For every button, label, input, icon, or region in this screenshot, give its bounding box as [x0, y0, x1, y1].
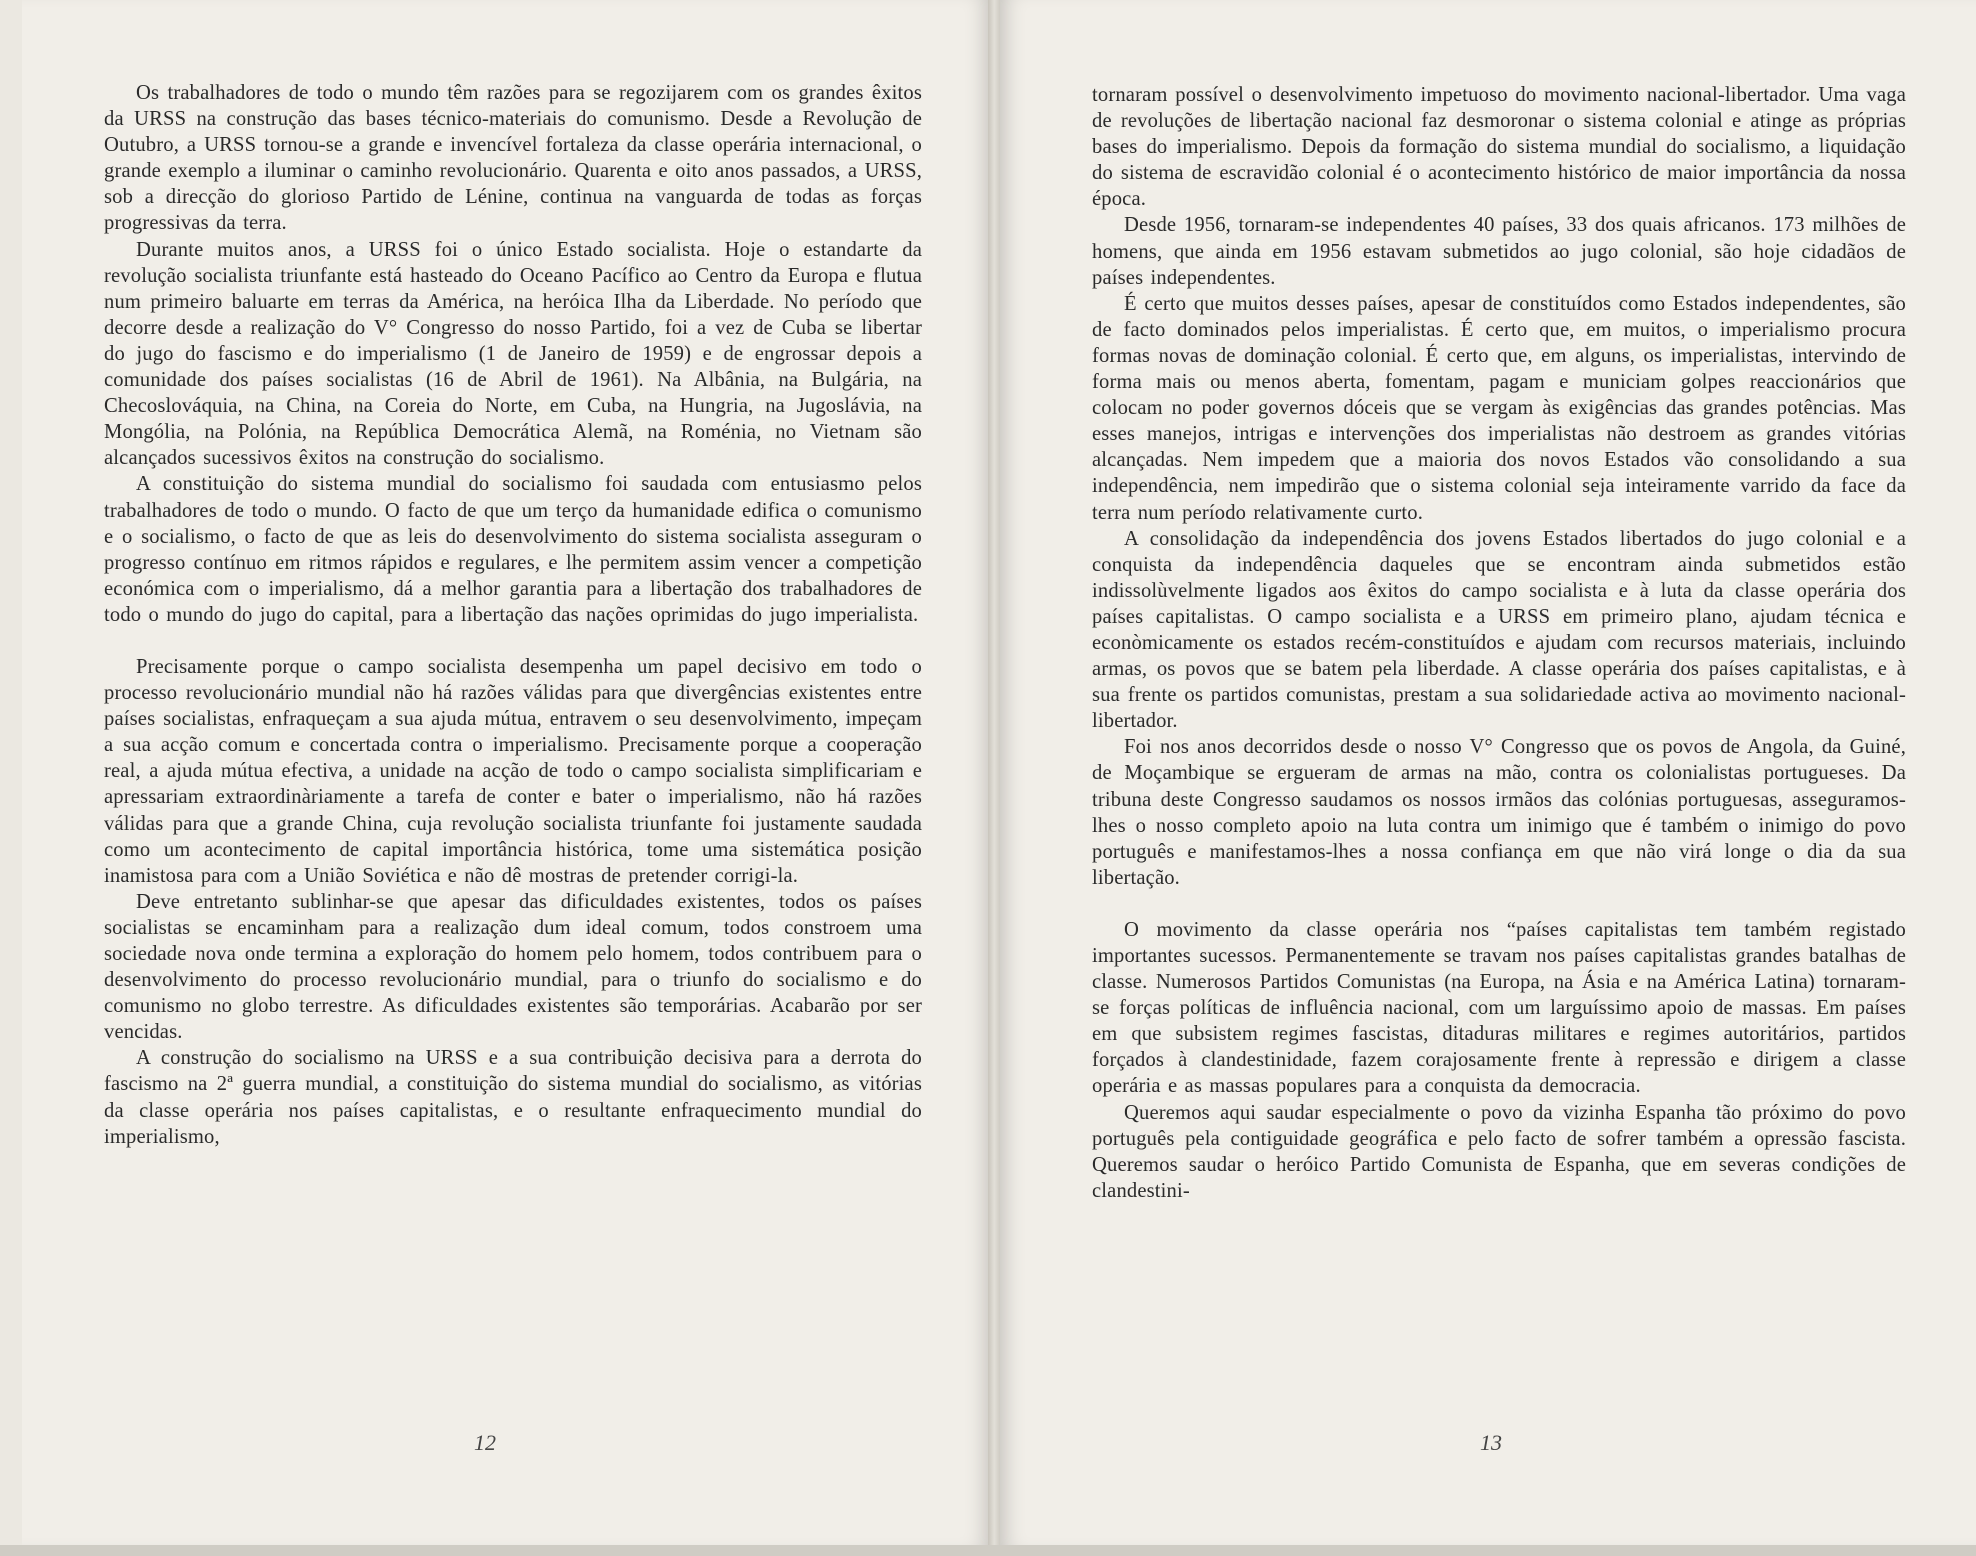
left-paragraph-6: A construção do socialismo na URSS e a sua contribuição decisiva para a derrota do fascismo na 2ª guerra mundial, a constituição do sistema mundial do socialismo, as vitórias da classe operária nos países capitalistas, e o resultante enfraquecimento mundial do imperialismo, [104, 1047, 922, 1148]
left-page-text [104, 80, 922, 1150]
left-page-number: 12 [474, 1430, 496, 1455]
page-bottom-edge [0, 1545, 1976, 1556]
left-page [22, 0, 990, 1545]
right-paragraph-7: Queremos aqui saudar especialmente o povo da vizinha Espanha tão próximo do povo português pela contiguidade geográfica e pelo facto de sofrer também a opressão fascista. Queremos saudar o heróico Partido Comunista de Espanha, que em severas condições de clandestini- [1092, 1101, 1906, 1202]
right-page [1000, 0, 1976, 1545]
left-paragraph-1: Os trabalhadores de todo o mundo têm razões para se regozijarem com os grandes êxitos da URSS na construção das bases técnico-materiais do comunismo. Desde a Revolução de Outubro, a URSS tornou-se a grande e invencível fortaleza da classe operária internacional, o grande exemplo a iluminar o caminho revolucionário. Quarenta e oito anos passados, a URSS, sob a direcção do glorioso Partido de Lénine, continua na vanguarda de todas as forças progressivas da terra. [104, 82, 922, 235]
left-paragraph-2: Durante muitos anos, a URSS foi o único Estado socialista. Hoje o estandarte da revolução socialista triunfante está hasteado do Oceano Pacífico ao Centro da Europa e flutua num primeiro baluarte em terras da América, na heróica Ilha da Liberdade. No período que decorre desde a realização do V° Congresso do nosso Partido, foi a vez de Cuba se libertar do jugo do fascismo e do imperialismo (1 de Janeiro de 1959) e de engrossar depois a comunidade dos países socialistas (16 de Abril de 1961). Na Albânia, na Bulgária, na Checoslováquia, na China, na Coreia do Norte, em Cuba, na Hungria, na Jugoslávia, na Mongólia, na Polónia, na República Democrática Alemã, na Roménia, no Vietnam são alcançados sucessivos êxitos na construção do socialismo. [104, 238, 922, 470]
left-paragraph-3: A constituição do sistema mundial do socialismo foi saudada com entusiasmo pelos trabalhadores de todo o mundo. O facto de que um terço da humanidade edifica o comunismo e o socialismo, o facto de que as leis do desenvolvimento do sistema socialista asseguram o progresso contínuo em ritmos rápidos e regulares, e lhe permitem assim vencer a competição económica com o imperialismo, dá a melhor garantia para a libertação dos trabalhadores de todo o mundo do jugo do capital, para a libertação das nações oprimidas do jugo imperialista. [104, 473, 922, 626]
right-paragraph-1: tornaram possível o desenvolvimento impetuoso do movimento nacional-libertador. Uma vaga de revoluções de libertação nacional faz desmoronar o sistema colonial e atinge as próprias bases do imperialismo. Depois da formação do sistema mundial do socialismo, a liquidação do sistema de escravidão colonial é o acontecimento histórico de maior importância da nossa época. [1092, 84, 1906, 211]
right-paragraph-4: A consolidação da independência dos jovens Estados libertados do jugo colonial e a conquista da independência daqueles que se encontram ainda submetidos estão indissolùvelmente ligados aos êxitos do campo socialista e à luta da classe operária dos países capitalistas. O campo socialista e a URSS em primeiro plano, ajudam técnica e econòmicamente os estados recém-constituídos e ajudam com recursos materiais, incluindo armas, os povos que se batem pela liberdade. A classe operária dos países capitalistas, e à sua frente os partidos comunistas, prestam a sua solidariedade activa ao movimento nacional-libertador. [1092, 527, 1906, 733]
right-paragraph-3: É certo que muitos desses países, apesar de constituídos como Estados independentes, são de facto dominados pelos imperialistas. É certo que, em muitos, o imperialismo procura formas novas de dominação colonial. É certo que, em alguns, os imperialistas, intervindo de forma mais ou menos aberta, fomentam, pagam e municiam golpes reaccionários que colocam no poder governos dóceis que se vergam às exigências das grandes potências. Mas esses manejos, intrigas e intervenções dos imperialistas não destroem as grandes vitórias alcançadas. Nem impedem que a maioria dos novos Estados vão consolidando a sua independência, nem impedirão que o sistema colonial seja inteiramente varrido da face da terra num período relativamente curto. [1092, 292, 1906, 524]
left-paragraph-4: Precisamente porque o campo socialista desempenha um papel decisivo em todo o processo revolucionário mundial não há razões válidas para que divergências existentes entre países socialistas, enfraqueçam a sua ajuda mútua, entravem o seu desenvolvimento, impeçam a sua acção comum e concertada contra o imperialismo. Precisamente porque a cooperação real, a ajuda mútua efectiva, a unidade na acção de todo o campo socialista simplificariam e apressariam extraordinàriamente a tarefa de conter e bater o imperialismo, não há razões válidas para que a grande China, cuja revolução socialista triunfante foi justamente saudada como um acontecimento de capital importância histórica, tome uma sistemática posição inamistosa para com a União Soviética e não dê mostras de pretender corrigi-la. [104, 655, 922, 887]
right-paragraph-5: Foi nos anos decorridos desde o nosso V° Congresso que os povos de Angola, da Guiné, de Moçambique se ergueram de armas na mão, contra os colonialistas portugueses. Da tribuna deste Congresso saudamos os nossos irmãos das colónias portuguesas, asseguramos-lhes o nosso completo apoio na luta contra um inimigo que é também o inimigo do povo português e manifestamos-lhes a nossa confiança em que não virá longe o dia da sua libertação. [1092, 736, 1906, 889]
right-page-text [1092, 82, 1906, 1204]
right-paragraph-2: Desde 1956, tornaram-se independentes 40 países, 33 dos quais africanos. 173 milhões de homens, que ainda em 1956 estavam submetidos ao jugo colonial, são hoje cidadãos de países independentes. [1092, 214, 1906, 289]
left-paragraph-5: Deve entretanto sublinhar-se que apesar das dificuldades existentes, todos os países socialistas se encaminham para a realização dum ideal comum, todos constroem uma sociedade nova onde termina a exploração do homem pelo homem, todos contribuem para o desenvolvimento do processo revolucionário mundial, para o triunfo do socialismo e do comunismo no globo terrestre. As dificuldades existentes são temporárias. Acabarão por ser vencidas. [104, 890, 922, 1044]
right-paragraph-6: O movimento da classe operária nos “países capitalistas tem também registado importantes sucessos. Permanentemente se travam nos países capitalistas grandes batalhas de classe. Numerosos Partidos Comunistas (na Europa, na Ásia e na América Latina) tornaram-se forças políticas de influência nacional, com um larguíssimo apoio de massas. Em países em que subsistem regimes fascistas, ditaduras militares e regimes autoritários, partidos forçados à clandestinidade, fazem corajosamente frente à repressão e dirigem a classe operária e as massas populares para a conquista da democracia. [1092, 918, 1906, 1098]
right-page-number: 13 [1480, 1430, 1502, 1455]
